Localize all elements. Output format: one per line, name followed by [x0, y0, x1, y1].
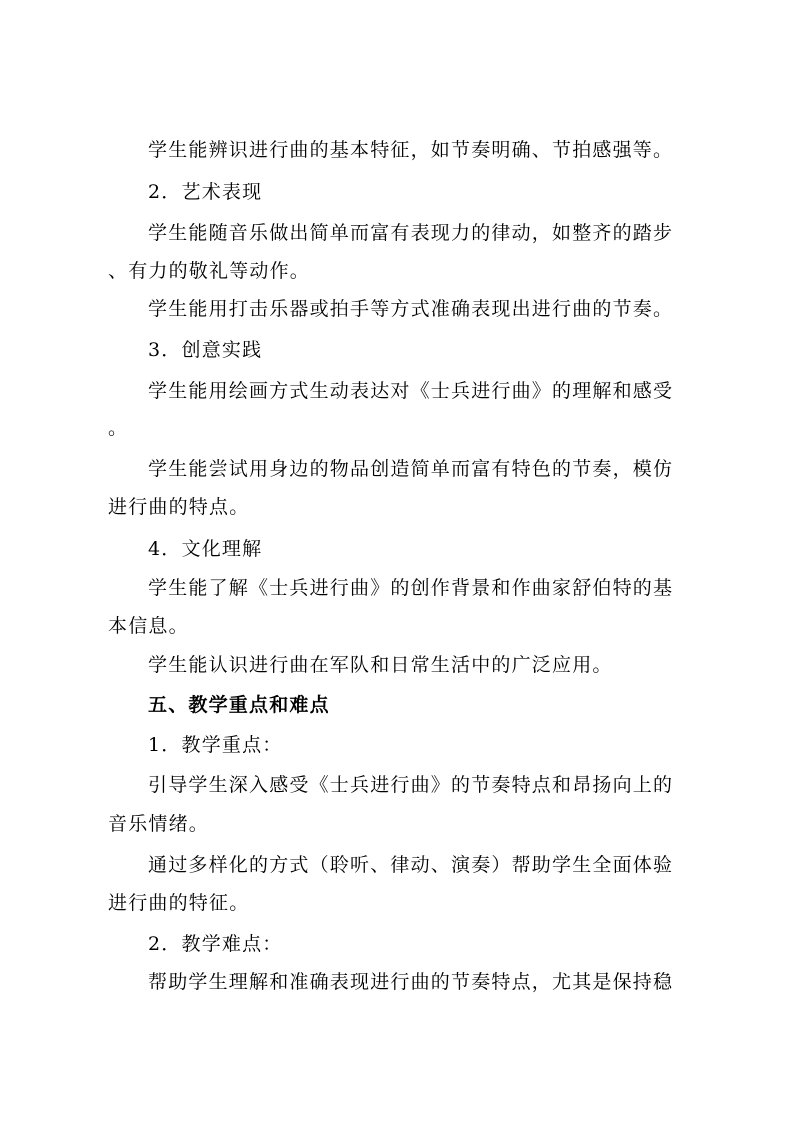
- subheading-cultural-understanding: 4．文化理解: [148, 538, 263, 560]
- paragraph-line: 学生能认识进行曲在军队和日常生活中的广泛应用。: [148, 654, 613, 676]
- paragraph-line: 音乐情绪。: [108, 813, 210, 835]
- paragraph-line: 学生能随音乐做出简单而富有表现力的律动，如整齐的踏步: [148, 222, 674, 244]
- paragraph-line: 学生能用打击乐器或拍手等方式准确表现出进行曲的节奏。: [148, 298, 674, 320]
- paragraph-line: 。: [108, 417, 129, 439]
- paragraph-line: 进行曲的特征。: [108, 892, 250, 914]
- paragraph-line: 学生能了解《士兵进行曲》的创作背景和作曲家舒伯特的基: [148, 577, 674, 599]
- subheading-teaching-difficulty: 2．教学难点：: [148, 933, 283, 955]
- paragraph-line: 学生能用绘画方式生动表达对《士兵进行曲》的理解和感受: [148, 380, 674, 402]
- paragraph-line: 帮助学生理解和准确表现进行曲的节奏特点，尤其是保持稳: [148, 971, 674, 993]
- paragraph-line: 、有力的敬礼等动作。: [108, 260, 311, 282]
- section-heading: 五、教学重点和难点: [148, 694, 330, 716]
- subheading-creative-practice: 3．创意实践: [148, 339, 263, 361]
- paragraph-line: 学生能辨识进行曲的基本特征，如节奏明确、节拍感强等。: [148, 139, 674, 161]
- paragraph-line: 进行曲的特点。: [108, 496, 250, 518]
- subheading-teaching-focus: 1．教学重点：: [148, 734, 283, 756]
- subheading-artistic-expression: 2．艺术表现: [148, 181, 263, 203]
- paragraph-line: 通过多样化的方式（聆听、律动、演奏）帮助学生全面体验: [148, 854, 674, 876]
- paragraph-line: 本信息。: [108, 615, 189, 637]
- paragraph-line: 学生能尝试用身边的物品创造简单而富有特色的节奏，模仿: [148, 458, 674, 480]
- paragraph-line: 引导学生深入感受《士兵进行曲》的节奏特点和昂扬向上的: [148, 774, 674, 796]
